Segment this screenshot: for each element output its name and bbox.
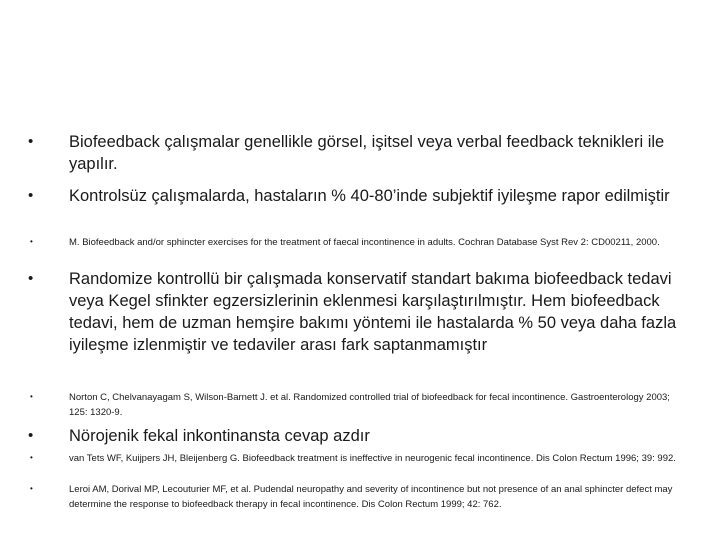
bullet-text-neurogenic: Nörojenik fekal inkontinansta cevap azdır [69,427,370,445]
reference-leroi: Leroi AM, Dorival MP, Lecouturier MF, et al. Pudendal neuropathy and severity of incontinence but not presence of an anal sphincter defect may determine the response to biofeedback therapy in fecal incontinence. Dis Colon Rectum 1999; 42: 762. [69,484,673,510]
reference-cochrane: M. Biofeedback and/or sphincter exercises for the treatment of faecal incontinence in adults. Cochran Database Syst Rev 2: CD00211, 2000. [69,237,660,248]
bullet-marker: • [30,484,33,493]
bullet-marker: • [30,392,33,401]
bullet-marker: • [28,427,34,444]
bullet-text-uncontrolled-studies: Kontrolsüz çalışmalarda, hastaların % 40-80’inde subjektif iyileşme rapor edilmiştir [69,187,670,205]
reference-van-tets: van Tets WF, Kuijpers JH, Bleijenberg G. Biofeedback treatment is ineffective in neurogenic fecal incontinence. Dis Colon Rectum 1996; 39: 992. [69,453,676,464]
bullet-marker: • [30,237,33,246]
reference-norton: Norton C, Chelvanayagam S, Wilson-Barnett J. et al. Randomized controlled trial of biofeedback for fecal incontinence. Gastroenterology 2003; 125: 1320-9. [69,392,670,418]
bullet-text-feedback-techniques: Biofeedback çalışmalar genellikle görsel, işitsel veya verbal feedback teknikleri ile yapılır. [69,133,665,173]
bullet-marker: • [30,453,33,462]
bullet-marker: • [28,133,34,150]
bullet-marker: • [28,270,34,287]
bullet-text-randomized-trial: Randomize kontrollü bir çalışmada konservatif standart bakıma biofeedback tedavi veya Kegel sfinkter egzersizlerinin eklenmesi karşılaştırılmıştır. Hem biofeedback tedavi, hem de uzman hemşire bakımı yöntemi ile hastalarda % 50 veya daha fazla iyileşme izlenmiştir ve tedaviler arası fark saptanmamıştır [69,270,677,354]
bullet-marker: • [28,187,34,204]
